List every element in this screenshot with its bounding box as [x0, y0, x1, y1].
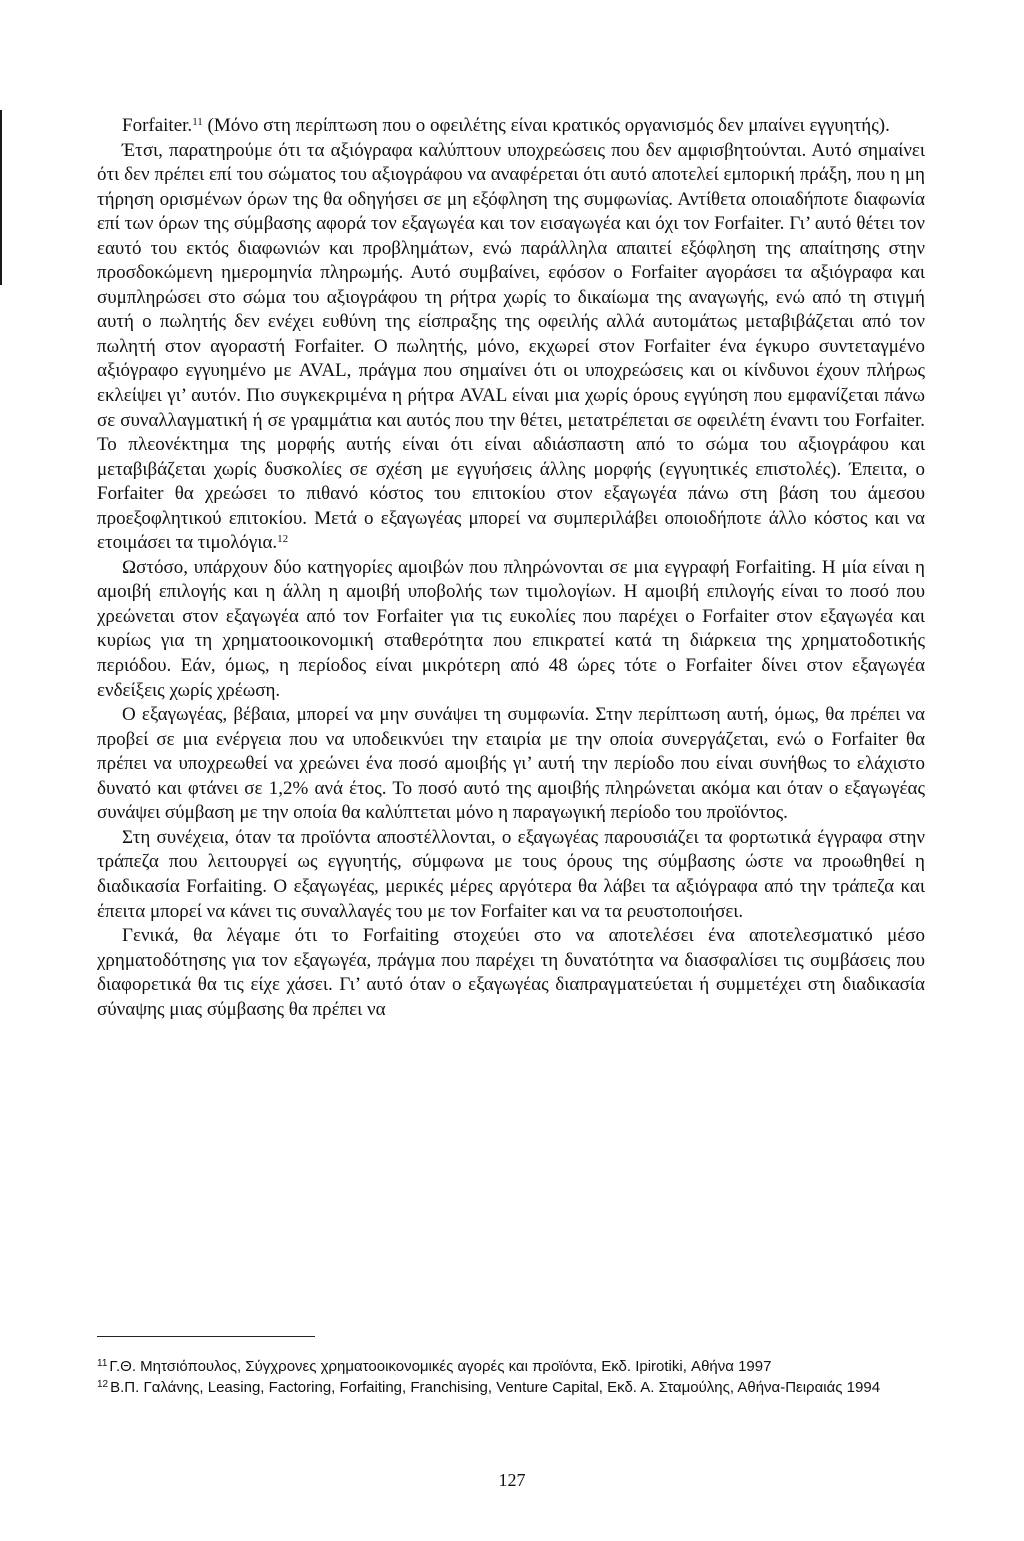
footnote-text: Β.Π. Γαλάνης, Leasing, Factoring, Forfaiting, Franchising, Venture Capital, Εκδ. Α. Σταμούλης, Αθήνα-Πειραιάς 1994 — [110, 1379, 881, 1396]
footnotes — [97, 1356, 927, 1398]
paragraph-2 — [97, 139, 925, 556]
footnote-text: Γ.Θ. Μητσιόπουλος, Σύγχρονες χρηματοοικονομικές αγορές και προϊόντα, Εκδ. Ipirotiki, Αθήνα 1997 — [109, 1358, 772, 1375]
paragraph-3: Ωστόσο, υπάρχουν δύο κατηγορίες αμοιβών που πληρώνονται σε μια εγγραφή Forfaiting. Η μία είναι η αμοιβή επιλογής και η άλλη η αμοιβή υποβολής των τιμολογίων. Η αμοιβή επιλογής είναι το ποσό που χρεώνεται στον εξαγωγέα από τον Forfaiter για τις ευκολίες που παρέχει ο Forfaiter στον εξαγωγέα και κυρίως για τη χρηματοοικονομική σταθερότητα που επικρατεί κατά τη διάρκεια της χρηματοδοτικής περιόδου. Εάν, όμως, η περίοδος είναι μικρότερη από 48 ώρες τότε ο Forfaiter δίνει στον εξαγωγέα ενδείξεις χωρίς χρέωση. — [97, 556, 925, 701]
footnote-separator — [97, 1336, 315, 1337]
footnote-number: 11 — [97, 1358, 108, 1369]
page-edge-line — [0, 110, 2, 285]
paragraph-1-end: (Μόνο στη περίπτωση που ο οφειλέτης είναι κρατικός οργανισμός δεν μπαίνει εγγυητής). — [202, 115, 890, 136]
footnote-12 — [97, 1377, 927, 1398]
page-number: 127 — [498, 1470, 526, 1490]
paragraph-5: Στη συνέχεια, όταν τα προϊόντα αποστέλλονται, ο εξαγωγέας παρουσιάζει τα φορτωτικά έγγραφα στην τράπεζα που λειτουργεί ως εγγυητής, σύμφωνα με τους όρους της σύμβασης ώστε να προωθηθεί η διαδικασία Forfaiting. Ο εξαγωγέας, μερικές μέρες αργότερα θα λάβει τα αξιόγραφα από την τράπεζα και έπειτα μπορεί να κάνει τις συναλλαγές του με τον Forfaiter και να τα ρευστοποιήσει. — [97, 826, 925, 922]
paragraph-4: Ο εξαγωγέας, βέβαια, μπορεί να μην συνάψει τη συμφωνία. Στην περίπτωση αυτή, όμως, θα πρέπει να προβεί σε μια ενέργεια που να υποδεικνύει την εταιρία με την οποία συνεργάζεται, ενώ ο Forfaiter θα πρέπει να υποχρεωθεί να χρεώνει ένα ποσό αμοιβής γι’ αυτή την περίοδο που είναι συνήθως το ελάχιστο δυνατό και φτάνει σε 1,2% ανά έτος. Το ποσό αυτό της αμοιβής πληρώνεται ακόμα και όταν ο εξαγωγέας συνάψει σύμβαση με την οποία θα καλύπτεται μόνο η παραγωγική περίοδο του προϊόντος. — [97, 704, 925, 824]
footnote-ref-12: 12 — [277, 533, 289, 546]
footnote-number: 12 — [97, 1379, 109, 1390]
paragraph-6: Γενικά, θα λέγαμε ότι το Forfaiting στοχεύει στο να αποτελέσει ένα αποτελεσματικό μέσο χρηματοδότησης για τον εξαγωγέα, πράγμα που παρέχει τη δυνατότητα να διασφαλίσει τις συμβάσεις που διαφορετικά θα τις είχε χάσει. Γι’ αυτό όταν ο εξαγωγέας διαπραγματεύεται ή συμμετέχει στη διαδικασία σύναψης μιας σύμβασης θα πρέπει να — [97, 925, 925, 1020]
footnote-11 — [97, 1356, 927, 1377]
footnote-ref-11: 11 — [192, 116, 203, 128]
paragraph-2-text: Έτσι, παρατηρούμε ότι τα αξιόγραφα καλύπτουν υποχρεώσεις που δεν αμφισβητούνται. Αυτό σημαίνει ότι δεν πρέπει επί του σώματος του αξιογράφου να αναφέρεται ότι αυτό αποτελεί εμπορική πράξη, που η μη τήρηση ορισμένων όρων της θα οδηγήσει σε μη εξόφληση της συμφωνίας. Αντίθετα οποιαδήποτε διαφωνία επί των όρων της σύμβασης αφορά τον εξαγωγέα και τον εισαγωγέα και όχι τον Forfaiter. Γι’ αυτό θέτει τον εαυτό του εκτός διαφωνιών και προβλημάτων, ενώ παράλληλα απαιτεί εξόφληση της απαίτησης στην προσδοκώμενη ημερομηνία πληρωμής. Αυτό συμβαίνει, εφόσον ο Forfaiter αγοράσει τα αξιόγραφα και συμπληρώσει στο σώμα του αξιογράφου τη ρήτρα χωρίς το δικαίωμα της αναγωγής, ενώ από τη στιγμή αυτή ο πωλητής δεν ενέχει ευθύνη της είσπραξης της οφειλής αλλά αυτομάτως μεταβιβάζεται από τον πωλητή στον αγοραστή Forfaiter. Ο πωλητής, μόνο, εκχωρεί στον Forfaiter ένα έγκυρο συντεταγμένο αξιόγραφο εγγυημένο με AVAL, πράγμα που σημαίνει ότι οι υποχρεώσεις και οι κίνδυνοι έχουν πλήρως εκλείψει γι’ αυτόν. Πιο συγκεκριμένα η ρήτρα AVAL είναι μια χωρίς όρους εγγύηση που εμφανίζεται πάνω σε συναλλαγματική ή σε γραμμάτια και αυτός που την θέτει, μετατρέπεται σε οφειλέτη έναντι του Forfaiter. Το πλεονέκτημα της μορφής αυτής είναι ότι είναι αδιάσπαστη από το σώμα του αξιογράφου και μεταβιβάζεται χωρίς δυσκολίες σε σχέση με εγγυήσεις άλλης μορφής (εγγυητικές επιστολές). Έπειτα, ο Forfaiter θα χρεώσει το πιθανό κόστος του επιτοκίου στον εξαγωγέα πάνω στη βάση του άμεσου προεξοφλητικού επιτοκίου. Μετά ο εξαγωγέας μπορεί να συμπεριλάβει οποιοδήποτε άλλο κόστος και να ετοιμάσει τα τιμολόγια. — [97, 139, 925, 554]
paragraph-1 — [97, 114, 925, 139]
body-text — [97, 114, 925, 1022]
paragraph-1-start: Forfaiter. — [122, 115, 193, 136]
